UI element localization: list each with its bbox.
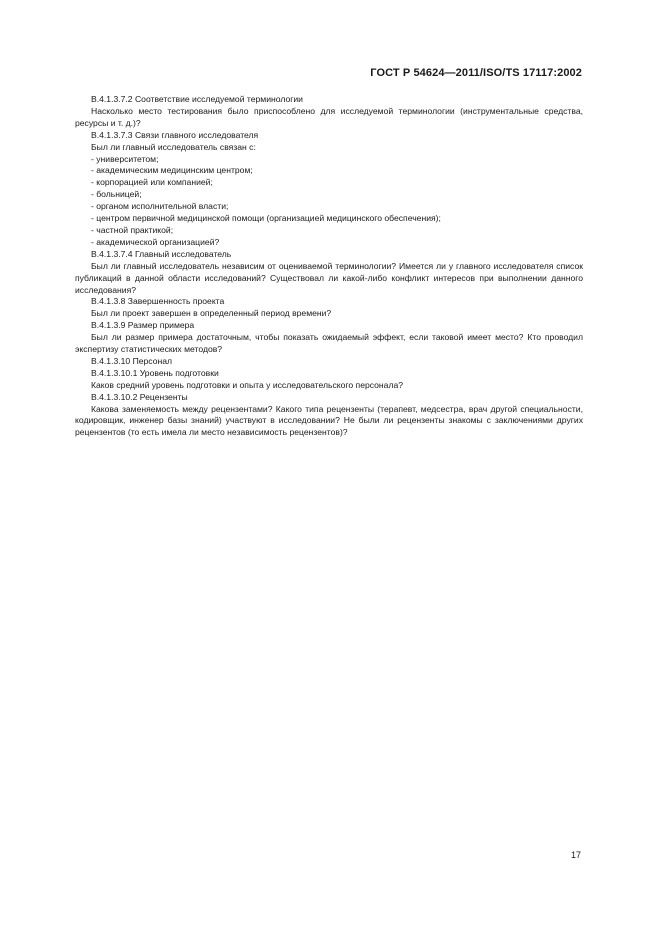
section-heading: В.4.1.3.10.2 Рецензенты bbox=[91, 391, 188, 402]
body-paragraph: Насколько место тестирования было приспособлено для исследуемой терминологии (инструментальные средства, ресурсы и т. д.)? bbox=[75, 105, 583, 128]
section-heading: В.4.1.3.8 Завершенность проекта bbox=[91, 296, 225, 307]
section-heading: В.4.1.3.10.1 Уровень подготовки bbox=[91, 367, 219, 378]
list-item: - органом исполнительной власти; bbox=[91, 201, 229, 212]
section-heading: В.4.1.3.7.2 Соответствие исследуемой терминологии bbox=[91, 94, 303, 104]
list-item: - частной практикой; bbox=[91, 224, 174, 235]
list-item: - больницей; bbox=[91, 189, 142, 200]
body-paragraph: Какова заменяемость между рецензентами? Какого типа рецензенты (терапевт, медсестра, врач другой специальности, кодировщик, инженер базы знаний) участвуют в исследовании? Не были ли рецензенты знакомы с заключениями других рецензентов (то есть имела ли место независимость рецензентов)? bbox=[75, 403, 583, 438]
body-paragraph: Был ли проект завершен в определенный период времени? bbox=[91, 308, 332, 319]
section-heading: В.4.1.3.10 Персонал bbox=[91, 355, 173, 366]
body-paragraph: Был ли главный исследователь связан с: bbox=[91, 141, 256, 152]
list-item: - академической организацией? bbox=[91, 236, 220, 247]
body-paragraph: Каков средний уровень подготовки и опыта у исследовательского персонала? bbox=[91, 379, 404, 390]
document-code: ГОСТ Р 54624—2011/ISO/TS 17117:2002 bbox=[370, 67, 582, 79]
page-number: 17 bbox=[570, 850, 581, 860]
section-heading: В.4.1.3.7.4 Главный исследователь bbox=[91, 248, 232, 259]
section-heading: В.4.1.3.7.3 Связи главного исследователя bbox=[91, 129, 259, 140]
list-item: - академическим медицинским центром; bbox=[91, 165, 253, 176]
section-heading: В.4.1.3.9 Размер примера bbox=[91, 320, 195, 331]
body-paragraph: Был ли размер примера достаточным, чтобы показать ожидаемый эффект, если таковой имеет место? Кто проводил экспертизу статистических методов? bbox=[75, 332, 583, 355]
list-item: - центром первичной медицинской помощи (организацией медицинского обеспечения); bbox=[91, 213, 441, 224]
body-paragraph: Был ли главный исследователь независим от оцениваемой терминологии? Имеется ли у главного исследователя список публикаций в данной области исследований? Существовал ли какой-либо конфликт интересов при выполнении данного исследования? bbox=[75, 260, 583, 295]
list-item: - корпорацией или компанией; bbox=[91, 177, 213, 188]
document-body bbox=[75, 94, 583, 439]
list-item: - университетом; bbox=[91, 153, 159, 164]
